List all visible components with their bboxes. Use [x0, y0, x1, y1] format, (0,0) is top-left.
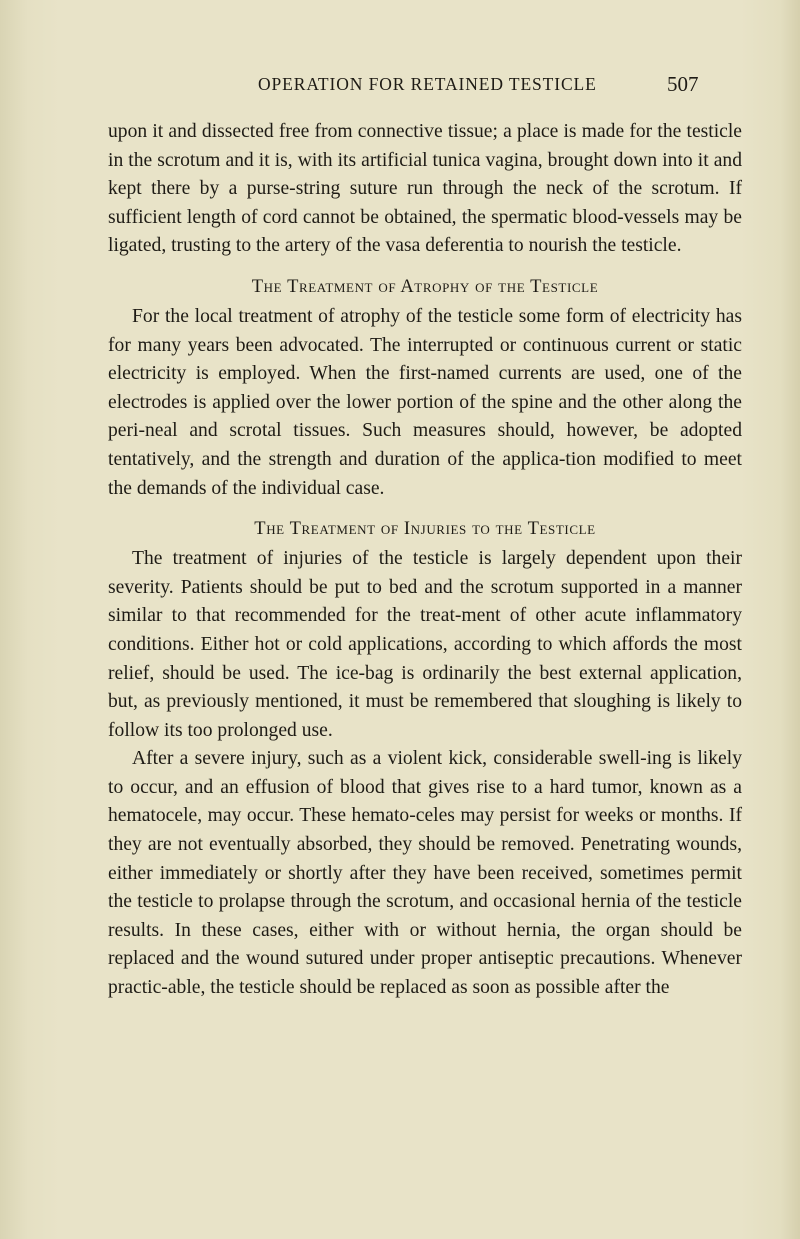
running-header-title: OPERATION FOR RETAINED TESTICLE [258, 74, 597, 94]
section-heading-injuries: The Treatment of Injuries to the Testicle [254, 519, 596, 540]
injuries-paragraph-1: The treatment of injuries of the testicle is largely dependent upon their severity. Patients should be put to bed and the scrotum supported in a manner similar to that recommended for the treat-ment of other acute inflammatory conditions. Either hot or cold applications, according to which affords the most relief, should be used. The ice-bag is ordinarily the best external application, but, as previously mentioned, it must be remembered that sloughing is likely to follow its too prolonged use. [108, 548, 742, 741]
body-text [108, 118, 742, 1003]
atrophy-paragraph: For the local treatment of atrophy of the testicle some form of electricity has for many years been advocated. The interrupted or continuous current or static electricity is employed. When the first-named currents are used, one of the electrodes is applied over the lower portion of the spine and the other along the peri-neal and scrotal tissues. Such measures should, however, be adopted tentatively, and the strength and duration of the applica-tion modified to meet the demands of the individual case. [108, 305, 742, 499]
section-heading-atrophy: The Treatment of Atrophy of the Testicle [251, 276, 599, 297]
injuries-paragraph-2: After a severe injury, such as a violent kick, considerable swell-ing is likely to occur, and an effusion of blood that gives rise to a hard tumor, known as a hematocele, may occur. These hemato-celes may persist for weeks or months. If they are not eventually absorbed, they should be removed. Penetrating wounds, either immediately or shortly after they have been received, sometimes permit the testicle to prolapse through the scrotum, and occasional hernia of the testicle results. In these cases, either with or without hernia, the organ should be replaced and the wound sutured under proper antiseptic precautions. Whenever practic-able, the testicle should be replaced as soon as possible after the [108, 748, 742, 999]
page-number: 507 [667, 72, 699, 96]
continued-paragraph: upon it and dissected free from connective tissue; a place is made for the testicle in the scrotum and it is, with its artificial tunica vagina, brought down into it and kept there by a purse-string suture run through the neck of the scrotum. If sufficient length of cord cannot be obtained, the spermatic blood-vessels may be ligated, trusting to the artery of the vasa deferentia to nourish the testicle. [108, 121, 742, 257]
